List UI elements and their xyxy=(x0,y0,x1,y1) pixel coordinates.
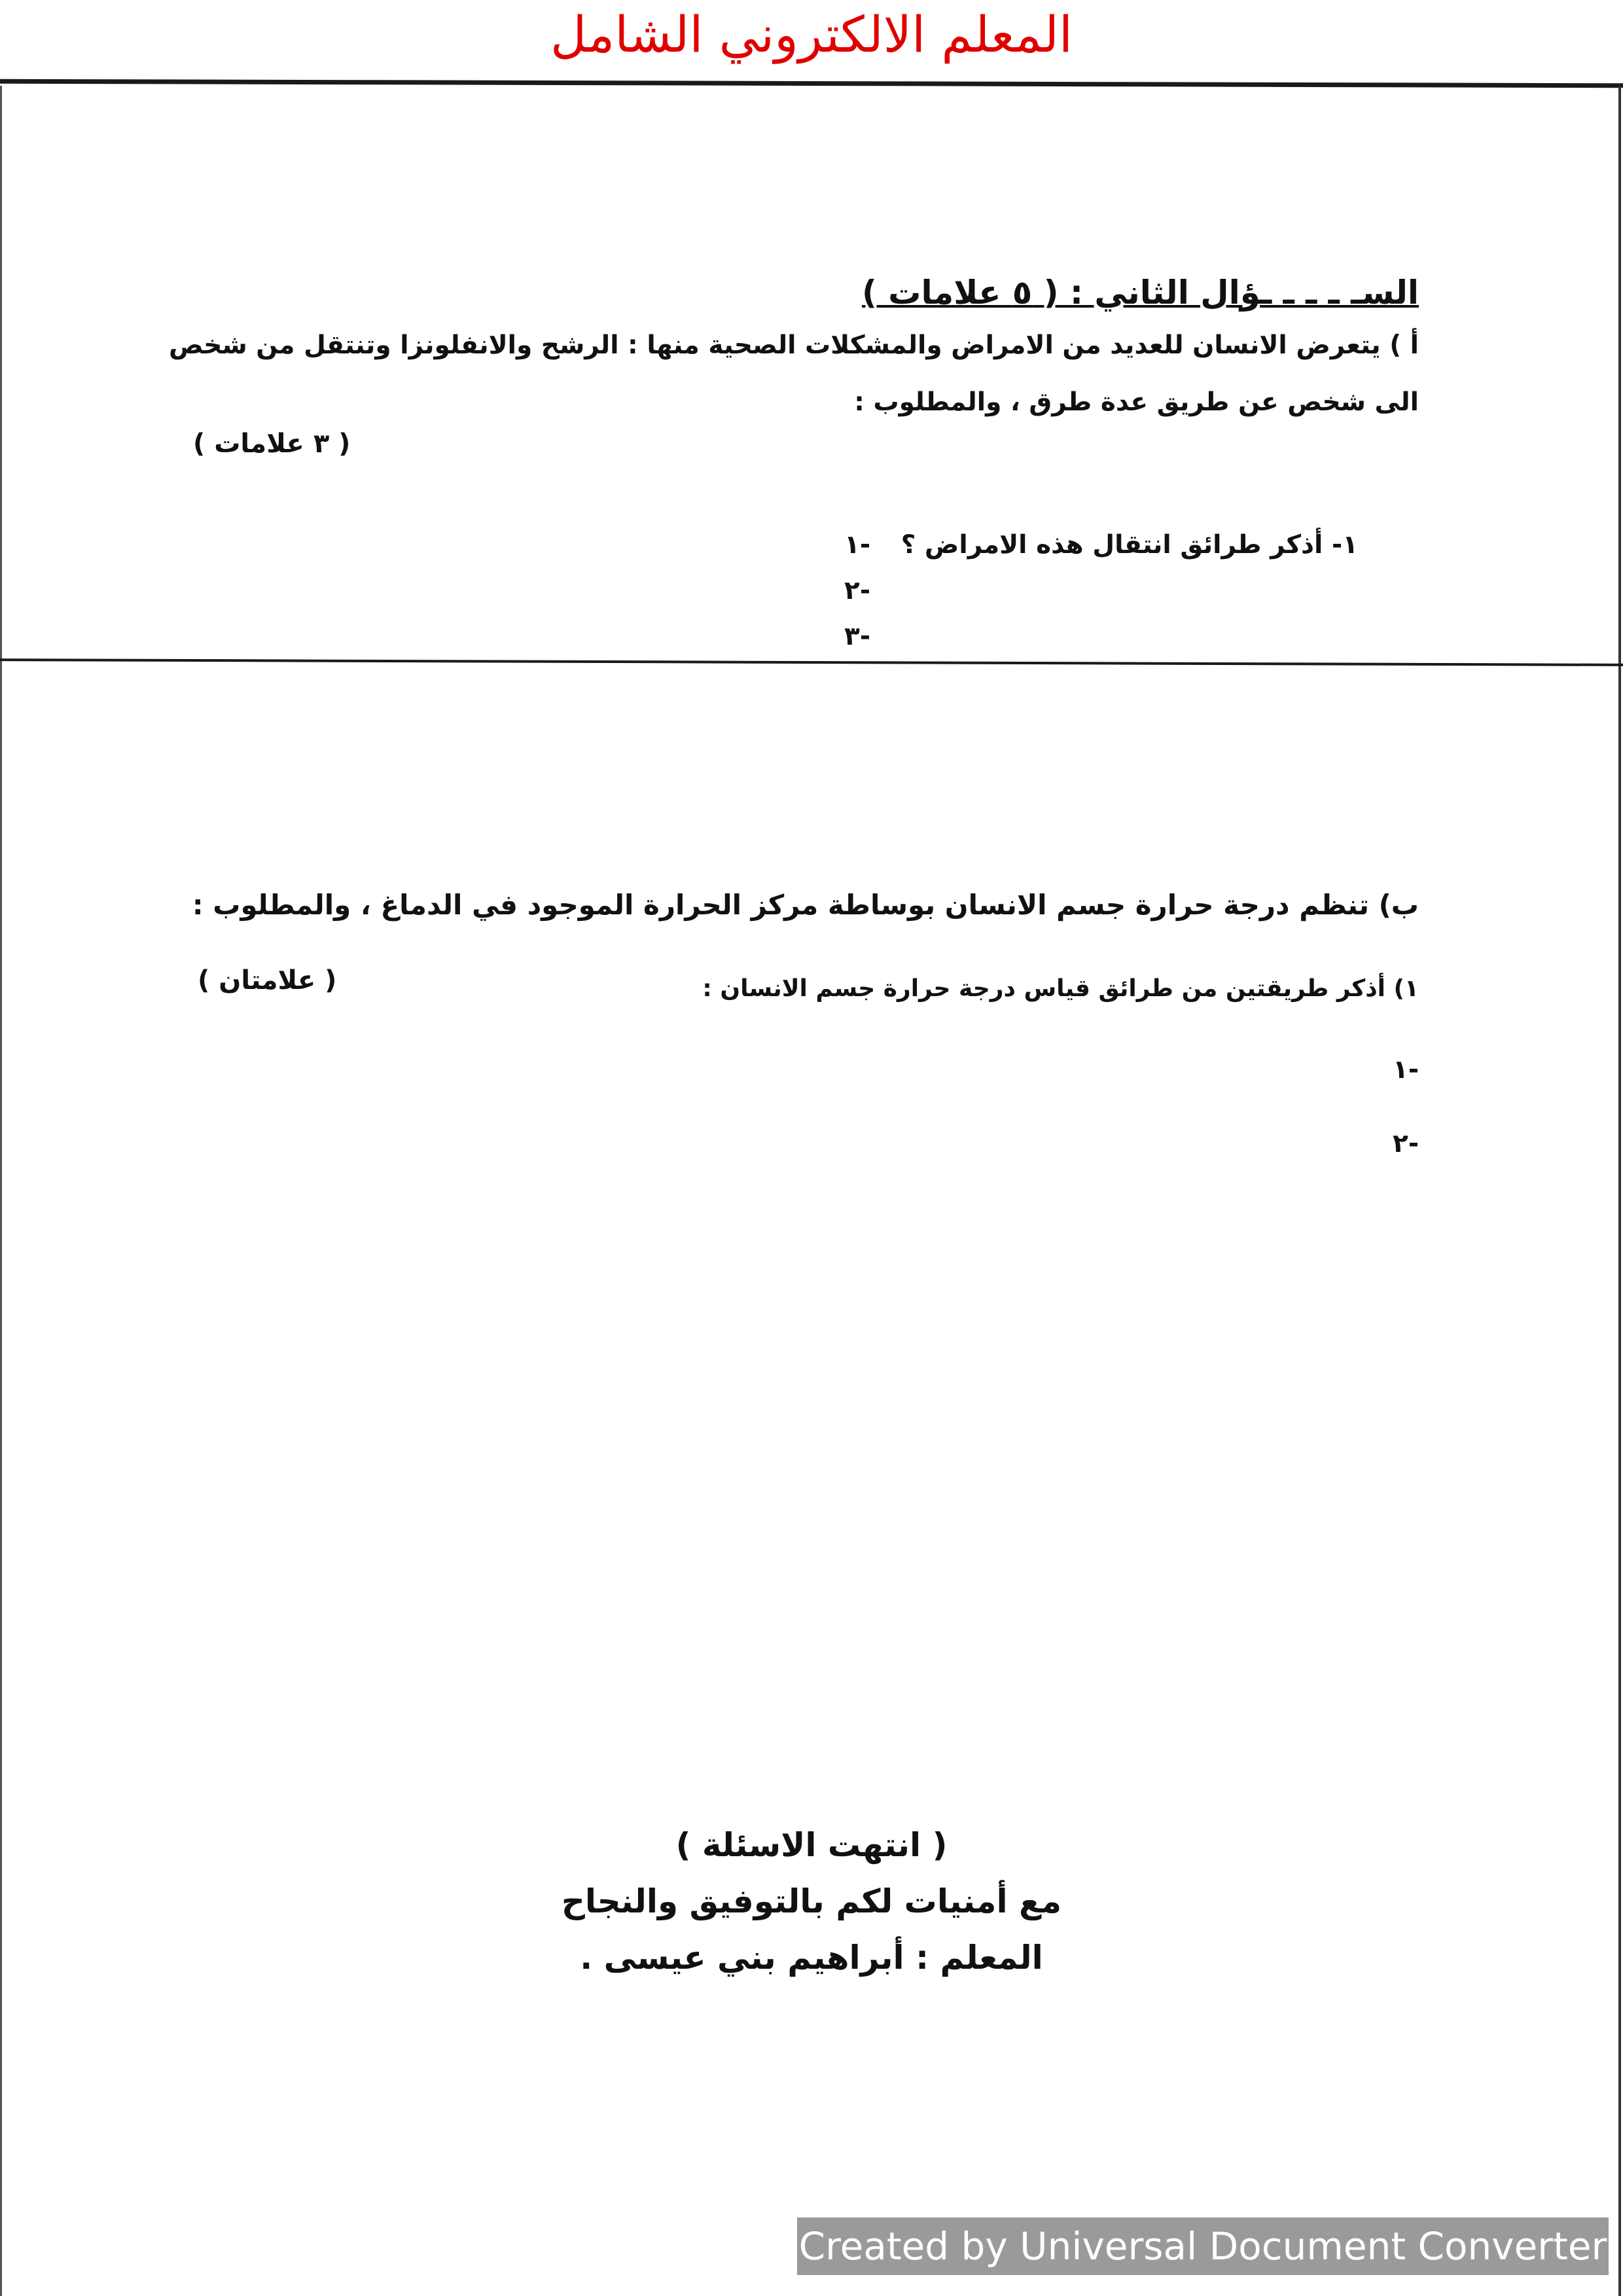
part-a-marks: ( ٣ علامات ) xyxy=(193,429,351,459)
part-b-answer-2: ٢- xyxy=(1393,1129,1419,1158)
watermark-banner: Created by Universal Document Converter xyxy=(797,2217,1609,2275)
closing-end-of-questions: ( انتهت الاسئلة ) xyxy=(675,1826,948,1864)
part-b-marks: ( علامتان ) xyxy=(198,965,337,996)
part-a-question-1: ١- أذكر طرائق انتقال هذه الامراض ؟ xyxy=(901,530,1358,560)
part-a-line-2: الى شخص عن طريق عدة طرق ، والمطلوب : xyxy=(854,387,1419,417)
question-heading: السـ ـ ـ ـ ـؤال الثاني : ( ٥ علامات ) xyxy=(862,274,1419,312)
part-a-answer-2: ٢- xyxy=(844,576,870,605)
middle-rule xyxy=(0,658,1623,666)
closing-wishes: مع أمنيات لكم بالتوفيق والنجاح xyxy=(561,1882,1062,1920)
part-b-line-1: ب) تنظم درجة حرارة جسم الانسان بوساطة مركز الحرارة الموجود في الدماغ ، والمطلوب : xyxy=(192,889,1419,921)
part-b-answer-1: ١- xyxy=(1393,1055,1419,1085)
part-a-answer-3: ٣- xyxy=(844,622,870,651)
part-a-answer-1: ١- xyxy=(844,530,870,560)
site-title: المعلم الالكتروني الشامل xyxy=(550,5,1073,63)
top-rule xyxy=(0,79,1623,88)
part-a-line-1: أ ) يتعرض الانسان للعديد من الامراض والمشكلات الصحية منها : الرشح والانفلونزا وتنتقل من شخص xyxy=(169,331,1419,360)
closing-teacher-name: المعلم : أبراهيم بني عيسى . xyxy=(580,1939,1043,1977)
part-b-question-1: ١) أذكر طريقتين من طرائق قياس درجة حرارة جسم الانسان : xyxy=(702,975,1419,1002)
